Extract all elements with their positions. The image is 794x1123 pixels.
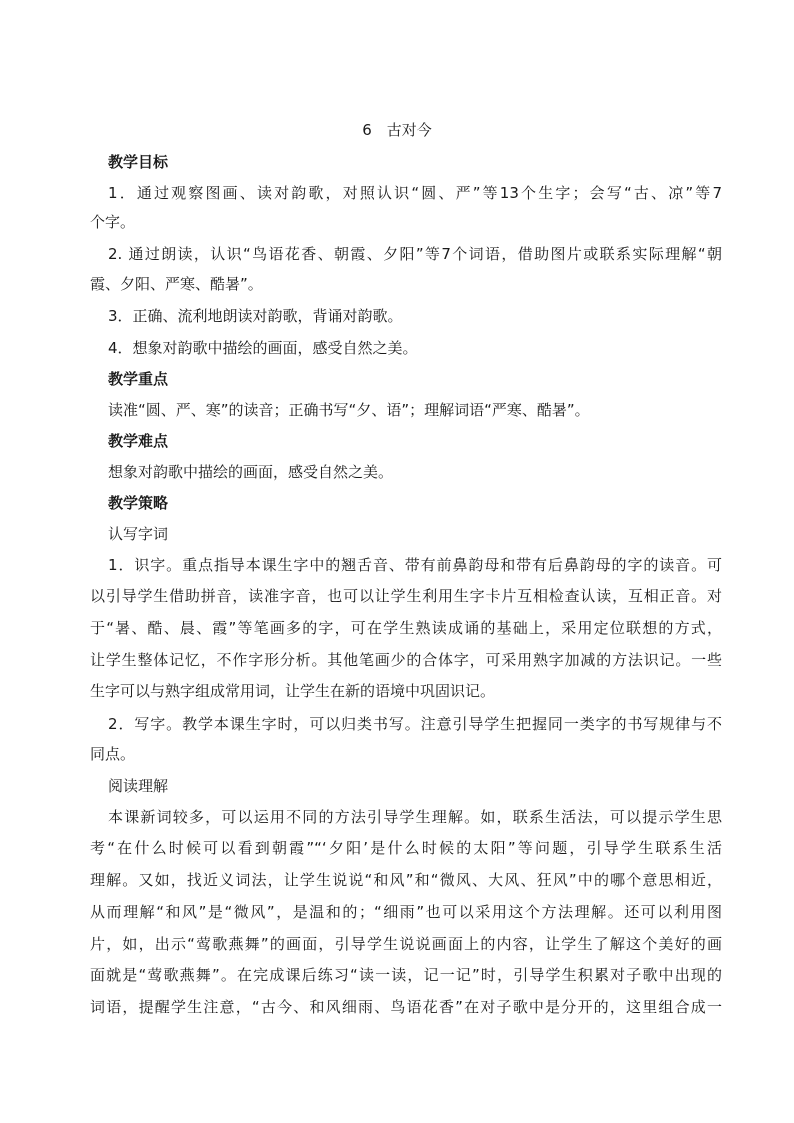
heading-goals: 教学目标	[108, 153, 169, 171]
reading-line: 片，如，出示“莺歌燕舞”的画面，引导学生说说画面上的内容，让学生了解这个美好的画	[90, 935, 722, 953]
literacy-line: 以引导学生借助拼音，读准字音，也可以让学生利用生字卡片互相检查认读，互相正音。对	[90, 587, 722, 605]
reading-line: 本课新词较多，可以运用不同的方法引导学生理解。如，联系生活法，可以提示学生思	[108, 808, 722, 826]
reading-line: 词语，提醒学生注意，“古今、和风细雨、鸟语花香”在对子歌中是分开的，这里组合成一	[90, 998, 722, 1016]
heading-key-points: 教学重点	[108, 370, 169, 388]
literacy-line: 1．识字。重点指导本课生字中的翘舌音、带有前鼻韵母和带有后鼻韵母的字的读音。可	[108, 556, 722, 574]
lesson-title: 6 古对今	[362, 121, 432, 139]
literacy-line: 生字可以与熟字组成常用词，让学生在新的语境中巩固识记。	[90, 682, 496, 700]
key-points-text: 读准“圆、严、寒”的读音；正确书写“夕、语”；理解词语“严寒、酷暑”。	[108, 401, 590, 419]
goal-line: 1．通过观察图画、读对韵歌，对照认识“圆、严”等13个生字；会写“古、凉”等7	[108, 184, 722, 202]
heading-literacy: 认写字词	[108, 525, 169, 543]
goal-line: 3．正确、流利地朗读对韵歌，背诵对韵歌。	[108, 307, 403, 325]
literacy-line: 于“暑、酷、晨、霞”等笔画多的字，可在学生熟读成诵的基础上，采用定位联想的方式，	[90, 619, 722, 637]
heading-strategies: 教学策略	[108, 494, 169, 512]
heading-difficulties: 教学难点	[108, 432, 169, 450]
reading-line: 面就是“莺歌燕舞”。在完成课后练习“读一读，记一记”时，引导学生积累对子歌中出现的	[90, 966, 722, 984]
goal-line: 2. 通过朗读，认识“鸟语花香、朝霞、夕阳”等7个词语，借助图片或联系实际理解“朝	[108, 245, 722, 263]
literacy-line: 2．写字。教学本课生字时，可以归类书写。注意引导学生把握同一类字的书写规律与不	[108, 715, 722, 733]
literacy-line: 同点。	[90, 745, 136, 763]
goal-line: 霞、夕阳、严寒、酷暑”。	[90, 275, 263, 293]
reading-line: 从而理解“和风”是“微风”，是温和的；“细雨”也可以采用这个方法理解。还可以利用图	[90, 903, 722, 921]
reading-line: 理解。又如，找近义词法，让学生说说“和风”和“微风、大风、狂风”中的哪个意思相近，	[90, 871, 722, 889]
reading-line: 考“在什么时候可以看到朝霞”“‘夕阳’是什么时候的太阳”等问题，引导学生联系生活	[90, 839, 722, 857]
heading-reading: 阅读理解	[108, 777, 169, 795]
difficulties-text: 想象对韵歌中描绘的画面，感受自然之美。	[108, 463, 394, 481]
goal-line: 个字。	[90, 213, 136, 231]
goal-line: 4．想象对韵歌中描绘的画面，感受自然之美。	[108, 339, 418, 357]
literacy-line: 让学生整体记忆，不作字形分析。其他笔画少的合体字，可采用熟字加减的方法识记。一些	[90, 651, 722, 669]
